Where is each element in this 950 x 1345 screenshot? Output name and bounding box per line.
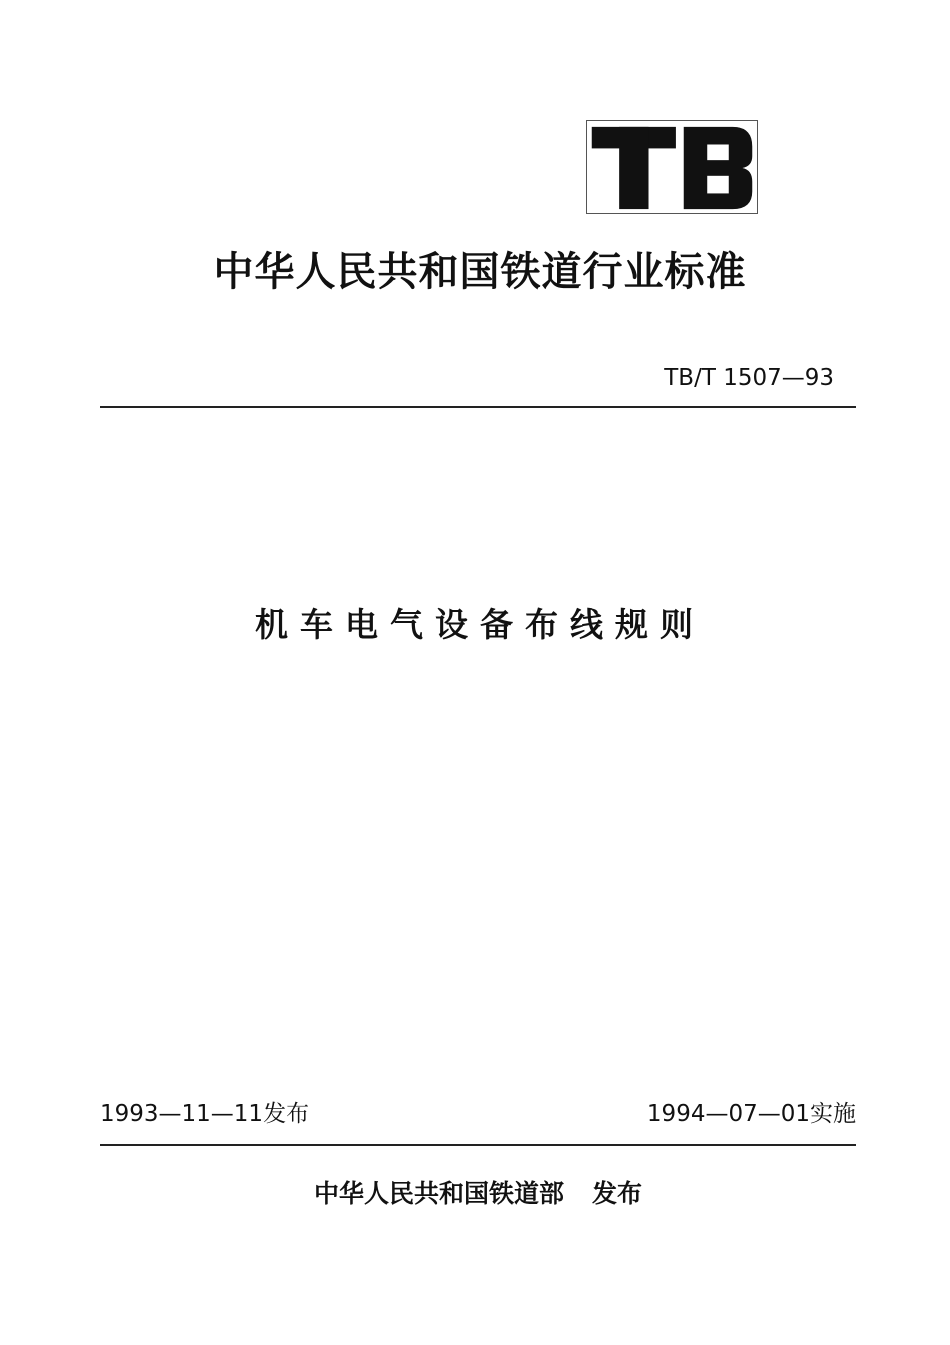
header-divider	[100, 406, 856, 408]
tb-logo	[586, 120, 758, 214]
effective-date: 1994—07—01实施	[646, 1101, 856, 1127]
publish-action: 发布	[592, 1179, 643, 1208]
publisher-name: 中华人民共和国铁道部	[313, 1179, 564, 1208]
publisher-line	[100, 1176, 856, 1212]
document-title: 机车电气设备布线规则	[255, 605, 705, 644]
standard-name: 中华人民共和国铁道行业标准	[213, 249, 747, 295]
issue-date: 1993—11—11发布	[100, 1101, 310, 1127]
standard-code: TB/T 1507—93	[664, 365, 834, 391]
footer-divider	[100, 1144, 856, 1146]
tb-logo-mark	[587, 121, 757, 213]
